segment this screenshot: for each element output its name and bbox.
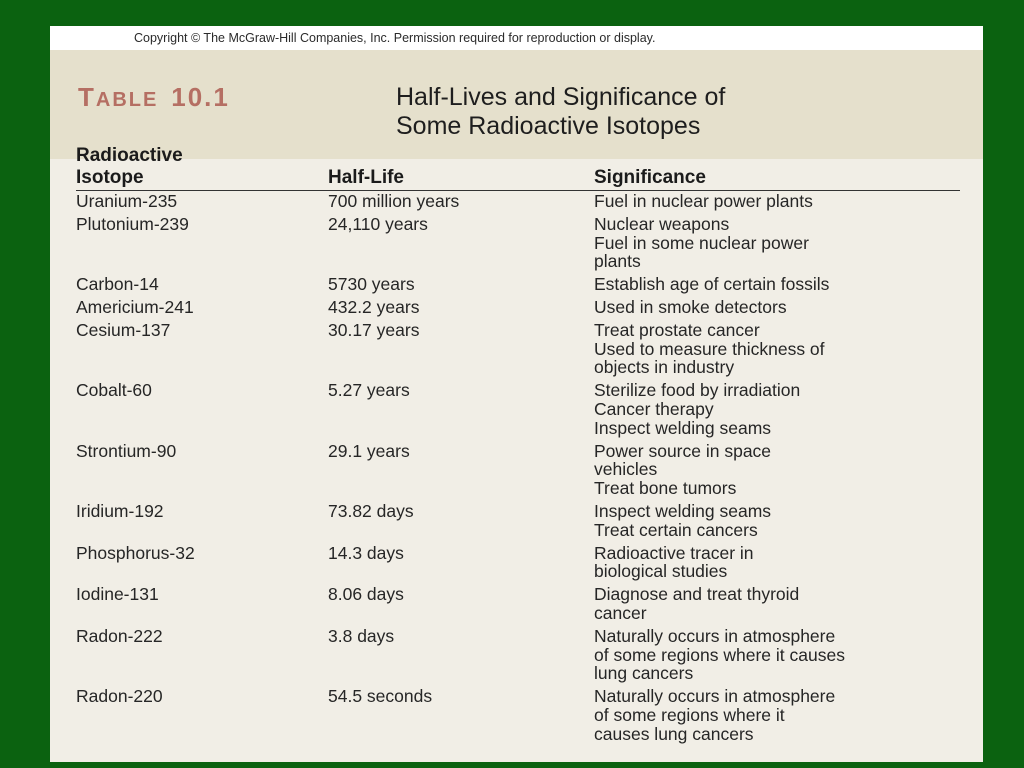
isotope-cell: Iridium-192 <box>76 500 164 521</box>
table-row <box>76 275 976 298</box>
table-label-word: ABLE <box>95 89 159 111</box>
significance-line: vehicles <box>594 459 658 480</box>
isotope-cell: Uranium-235 <box>76 191 178 211</box>
significance-cell <box>594 687 974 743</box>
table-label-initial: T <box>78 82 96 112</box>
significance-cell <box>594 298 974 317</box>
isotope-cell: Cobalt-60 <box>76 380 152 401</box>
significance-line: Radioactive tracer in <box>594 542 754 563</box>
significance-line: Used to measure thickness of <box>594 338 825 359</box>
significance-line: causes lung cancers <box>594 723 754 744</box>
significance-line: Naturally occurs in atmosphere <box>594 686 836 707</box>
table-row <box>76 687 976 747</box>
significance-cell <box>594 585 974 623</box>
half-life-cell: 54.5 seconds <box>328 686 433 707</box>
table-slide <box>50 26 983 762</box>
significance-cell <box>594 275 974 294</box>
isotope-cell: Cesium-137 <box>76 319 171 340</box>
isotope-cell: Radon-222 <box>76 625 163 646</box>
half-life-cell: 14.3 days <box>328 542 404 563</box>
header-isotope: Radioactive Isotope <box>76 145 183 188</box>
table-label-number: 10.1 <box>171 82 230 112</box>
half-life-cell: 3.8 days <box>328 625 395 646</box>
half-life-cell: 5.27 years <box>328 380 410 401</box>
isotope-cell: Iodine-131 <box>76 584 159 605</box>
significance-line: Treat prostate cancer <box>594 319 760 340</box>
significance-line: Sterilize food by irradiation <box>594 380 801 401</box>
significance-cell <box>594 502 974 540</box>
significance-cell <box>594 544 974 582</box>
half-life-cell: 432.2 years <box>328 296 420 317</box>
significance-line: Establish age of certain fossils <box>594 274 830 295</box>
isotope-cell: Plutonium-239 <box>76 213 189 234</box>
significance-line: of some regions where it causes <box>594 644 845 665</box>
significance-line: Naturally occurs in atmosphere <box>594 625 836 646</box>
significance-line: Used in smoke detectors <box>594 296 787 317</box>
significance-line: Inspect welding seams <box>594 500 772 521</box>
header-half-life: Half-Life <box>328 167 404 188</box>
significance-line: plants <box>594 251 641 272</box>
copyright-notice: Copyright © The McGraw-Hill Companies, Inc. Permission required for reproduction or display. <box>50 26 983 50</box>
table-row <box>76 627 976 687</box>
significance-line: Fuel in nuclear power plants <box>594 191 813 211</box>
table-row <box>76 544 976 586</box>
significance-cell <box>594 627 974 683</box>
significance-line: Treat bone tumors <box>594 478 737 499</box>
significance-line: Treat certain cancers <box>594 519 758 540</box>
significance-line: cancer <box>594 602 647 623</box>
table-row <box>76 381 976 441</box>
significance-line: of some regions where it <box>594 704 785 725</box>
significance-line: Cancer therapy <box>594 398 714 419</box>
significance-cell <box>594 321 974 377</box>
half-life-cell: 700 million years <box>328 191 460 211</box>
significance-cell <box>594 381 974 437</box>
half-life-cell: 30.17 years <box>328 319 420 340</box>
significance-line: Diagnose and treat thyroid <box>594 584 800 605</box>
isotope-cell: Strontium-90 <box>76 440 177 461</box>
isotope-cell: Americium-241 <box>76 296 194 317</box>
half-life-cell: 5730 years <box>328 274 415 295</box>
table-body <box>76 192 976 748</box>
table-header <box>76 144 960 191</box>
table-row <box>76 192 976 215</box>
table-row <box>76 442 976 502</box>
table-row <box>76 585 976 627</box>
isotope-cell: Carbon-14 <box>76 274 159 295</box>
isotope-cell: Radon-220 <box>76 686 163 707</box>
half-life-cell: 29.1 years <box>328 440 410 461</box>
isotope-cell: Phosphorus-32 <box>76 542 195 563</box>
half-life-cell: 73.82 days <box>328 500 414 521</box>
significance-line: objects in industry <box>594 357 735 378</box>
significance-line: Power source in space <box>594 440 772 461</box>
significance-cell <box>594 215 974 271</box>
table-row <box>76 321 976 381</box>
table-row <box>76 215 976 275</box>
significance-line: Inspect welding seams <box>594 417 772 438</box>
table-title: Half-Lives and Significance of Some Radioactive Isotopes <box>396 83 726 140</box>
significance-line: lung cancers <box>594 663 694 684</box>
header-significance: Significance <box>594 167 706 188</box>
significance-cell <box>594 192 974 211</box>
table-row <box>76 298 976 321</box>
significance-line: biological studies <box>594 561 728 582</box>
table-row <box>76 502 976 544</box>
table-label <box>78 82 230 113</box>
significance-cell <box>594 442 974 498</box>
significance-line: Nuclear weapons <box>594 213 730 234</box>
half-life-cell: 8.06 days <box>328 584 404 605</box>
significance-line: Fuel in some nuclear power <box>594 232 809 253</box>
title-band <box>50 50 983 159</box>
half-life-cell: 24,110 years <box>328 213 428 234</box>
